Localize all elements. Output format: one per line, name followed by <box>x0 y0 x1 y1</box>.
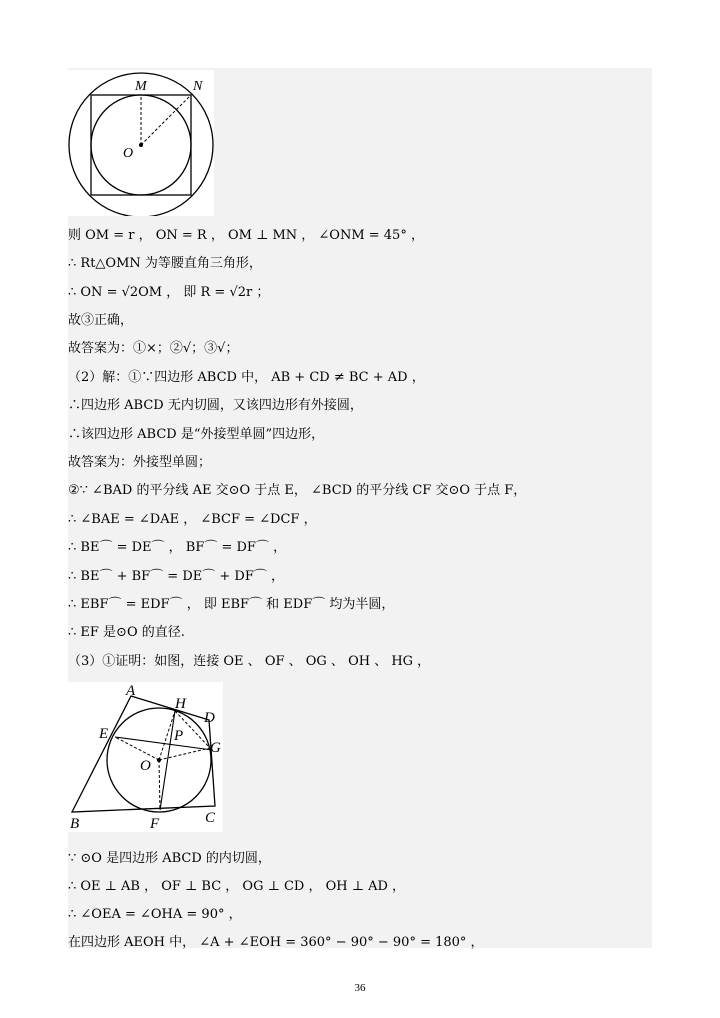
label-o: O <box>123 146 134 161</box>
text-line: ∴ ON = √2OM ， 即 R = √2r ； <box>68 285 270 300</box>
text-line: ∴ BE⌒ = DE⌒ ， BF⌒ = DF⌒ ， <box>68 540 287 555</box>
text-line: ②∵ ∠BAD 的平分线 AE 交⊙O 于点 E， ∠BCD 的平分线 CF 交⊙O 于点 F， <box>68 483 527 498</box>
label-m: M <box>135 79 147 94</box>
text-line: ∴ EBF⌒ = EDF⌒ ， 即 EBF⌒ 和 EDF⌒ 均为半圆， <box>68 597 395 612</box>
label-g: G <box>210 740 221 756</box>
figure-concentric-circles-square <box>68 70 214 216</box>
label-n: N <box>193 79 203 94</box>
label-d: D <box>204 710 215 726</box>
label-o2: O <box>140 758 151 774</box>
label-f: F <box>150 816 160 832</box>
label-e: E <box>99 726 109 742</box>
text-line: 在四边形 AEOH 中， ∠A + ∠EOH = 360° − 90° − 90° = 180° ， <box>68 935 484 950</box>
text-line: ∴ ∠OEA = ∠OHA = 90° ， <box>68 907 242 922</box>
label-p: P <box>174 728 184 744</box>
label-c: C <box>205 810 216 826</box>
text-line: （3）①证明：如图，连接 OE 、 OF 、 OG 、 OH 、 HG ， <box>68 654 431 669</box>
text-line: ∴ EF 是⊙O 的直径. <box>68 625 185 640</box>
text-line: ∴ ∠BAE = ∠DAE ， ∠BCF = ∠DCF ， <box>68 512 317 527</box>
label-b: B <box>70 816 80 832</box>
text-line: （2）解：①∵四边形 ABCD 中， AB + CD ≠ BC + AD ， <box>68 370 425 385</box>
text-line: ∴该四边形 ABCD 是“外接型单圆”四边形， <box>68 427 325 442</box>
text-line: 故答案为：①×；②√；③√； <box>68 341 239 356</box>
text-line: 故③正确， <box>68 313 134 328</box>
figure-tangential-quadrilateral <box>68 682 223 832</box>
text-line: ∴ OE ⊥ AB ， OF ⊥ BC ， OG ⊥ CD ， OH ⊥ AD ， <box>68 879 406 894</box>
label-a: A <box>126 683 136 699</box>
label-h: H <box>175 696 186 712</box>
text-line: ∴四边形 ABCD 无内切圆，又该四边形有外接圆， <box>68 398 363 413</box>
text-line: 故答案为：外接型单圆； <box>68 455 212 470</box>
page-number: 36 <box>354 982 366 994</box>
text-line: ∴ Rt△OMN 为等腰直角三角形， <box>68 256 262 271</box>
text-line: ∴ BE⌒ + BF⌒ = DE⌒ + DF⌒ ， <box>68 569 284 584</box>
text-line: ∵ ⊙O 是四边形 ABCD 的内切圆， <box>68 851 271 866</box>
text-line: 则 OM = r ， ON = R ， OM ⊥ MN ， ∠ONM = 45° ， <box>68 228 424 243</box>
